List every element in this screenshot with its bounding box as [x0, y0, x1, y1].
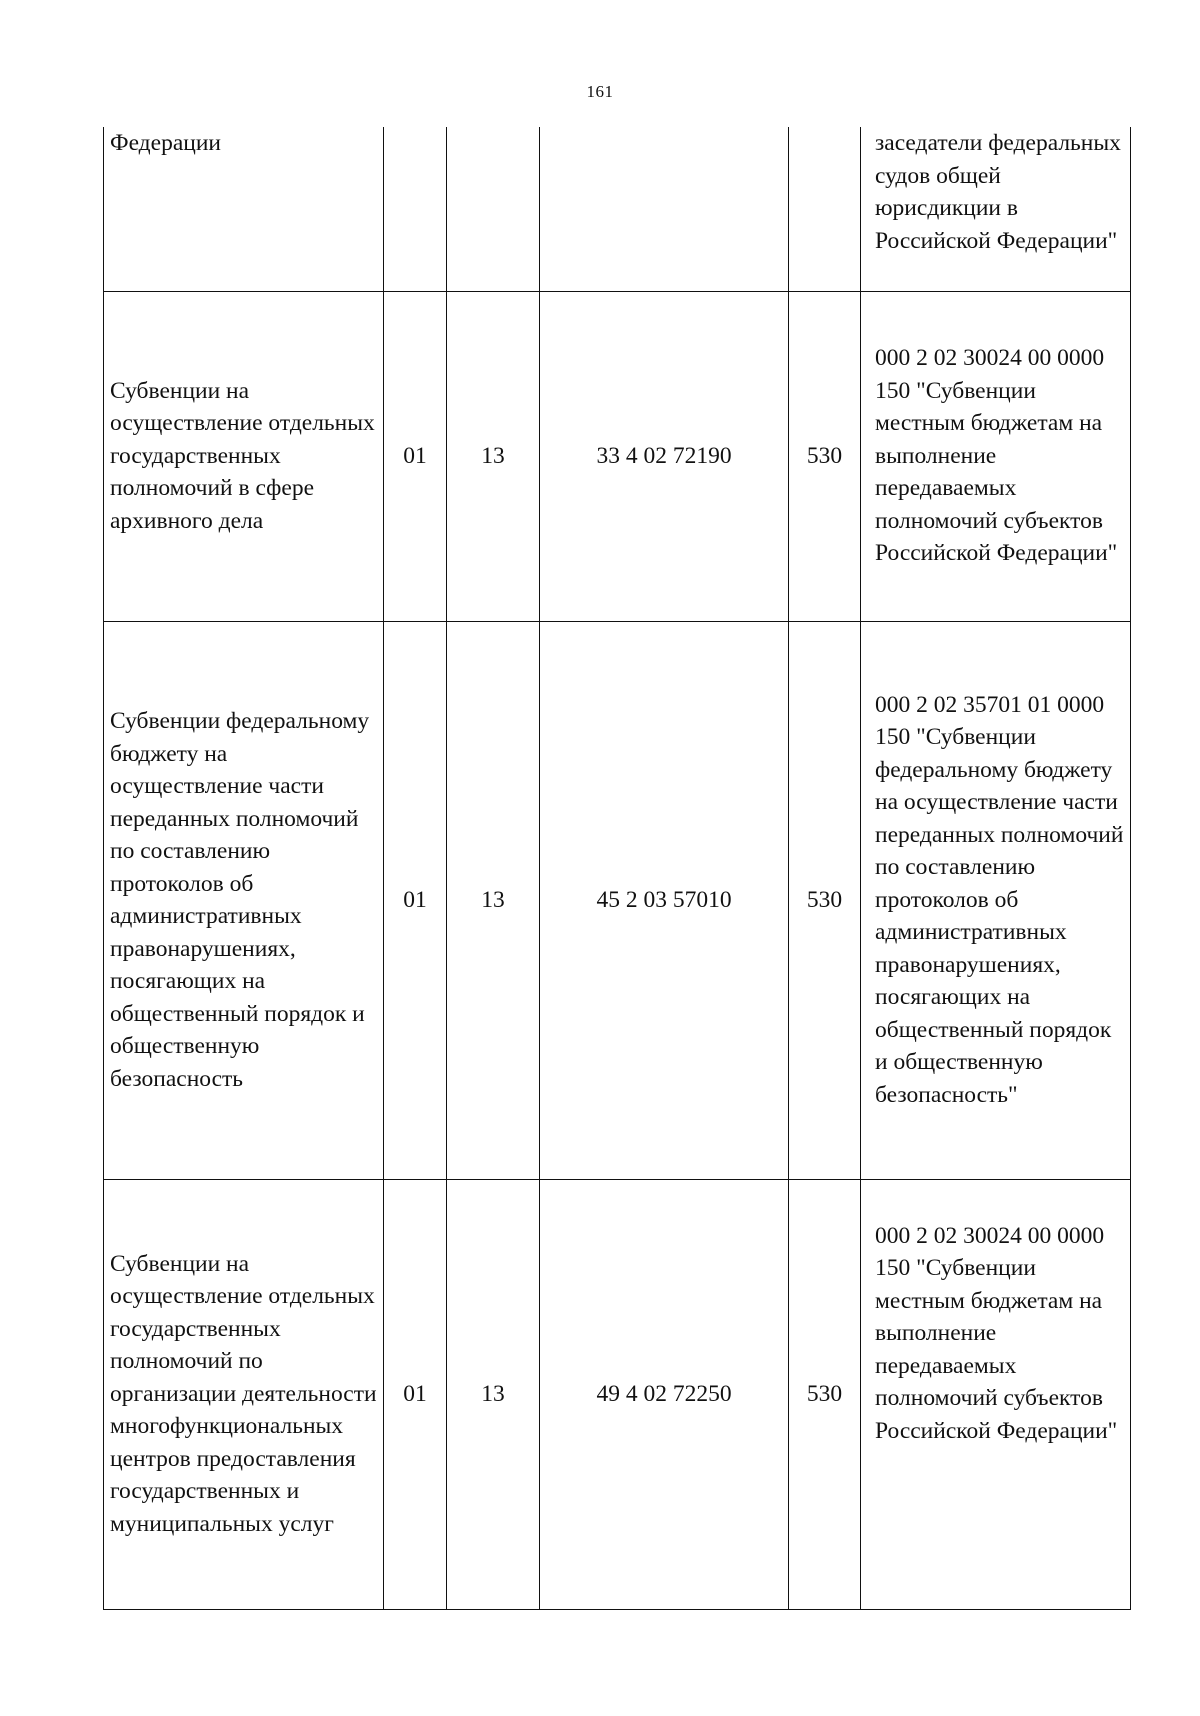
row-revenue-code-cell: 000 2 02 35701 01 0000 150 "Субвенции федеральному бюджету на осуществление части переданных полномочий по составлению протоколов об административных правонарушениях, посягающих на общественный порядок и общественную безопасность" [861, 621, 1131, 1179]
row-section-cell: 01 [384, 291, 447, 621]
table-row [104, 127, 1131, 291]
row-subsection-cell: 13 [447, 621, 540, 1179]
table-row [104, 621, 1131, 1179]
row-revenue-code-cell: 000 2 02 30024 00 0000 150 "Субвенции местным бюджетам на выполнение передаваемых полномочий субъектов Российской Федерации" [861, 291, 1131, 621]
row-subsection-cell: 13 [447, 1179, 540, 1609]
row-target-article-cell: 49 4 02 72250 [540, 1179, 789, 1609]
row-target-article-cell: 45 2 03 57010 [540, 621, 789, 1179]
budget-table [103, 127, 1130, 1610]
row-name-cell: Федерации [104, 127, 384, 291]
table-row [104, 1179, 1131, 1609]
row-revenue-code-cell: заседатели федеральных судов общей юрисдикции в Российской Федерации" [861, 127, 1131, 291]
row-name-cell: Субвенции на осуществление отдельных государственных полномочий в сфере архивного дела [104, 291, 384, 621]
page-number: 161 [586, 82, 614, 101]
row-target-article-cell [540, 127, 789, 291]
row-subsection-cell [447, 127, 540, 291]
row-target-article-cell: 33 4 02 72190 [540, 291, 789, 621]
row-name-cell: Субвенции на осуществление отдельных государственных полномочий по организации деятельности многофункциональных центров предоставления государственных и муниципальных услуг [104, 1179, 384, 1609]
row-expense-type-cell [789, 127, 861, 291]
row-revenue-code-cell: 000 2 02 30024 00 0000 150 "Субвенции местным бюджетам на выполнение передаваемых полномочий субъектов Российской Федерации" [861, 1179, 1131, 1609]
row-section-cell: 01 [384, 621, 447, 1179]
row-section-cell: 01 [384, 1179, 447, 1609]
row-expense-type-cell: 530 [789, 291, 861, 621]
row-subsection-cell: 13 [447, 291, 540, 621]
row-name-cell: Субвенции федеральному бюджету на осуществление части переданных полномочий по составлению протоколов об административных правонарушениях, посягающих на общественный порядок и общественную безопасность [104, 621, 384, 1179]
row-expense-type-cell: 530 [789, 1179, 861, 1609]
row-expense-type-cell: 530 [789, 621, 861, 1179]
table-row [104, 291, 1131, 621]
row-section-cell [384, 127, 447, 291]
